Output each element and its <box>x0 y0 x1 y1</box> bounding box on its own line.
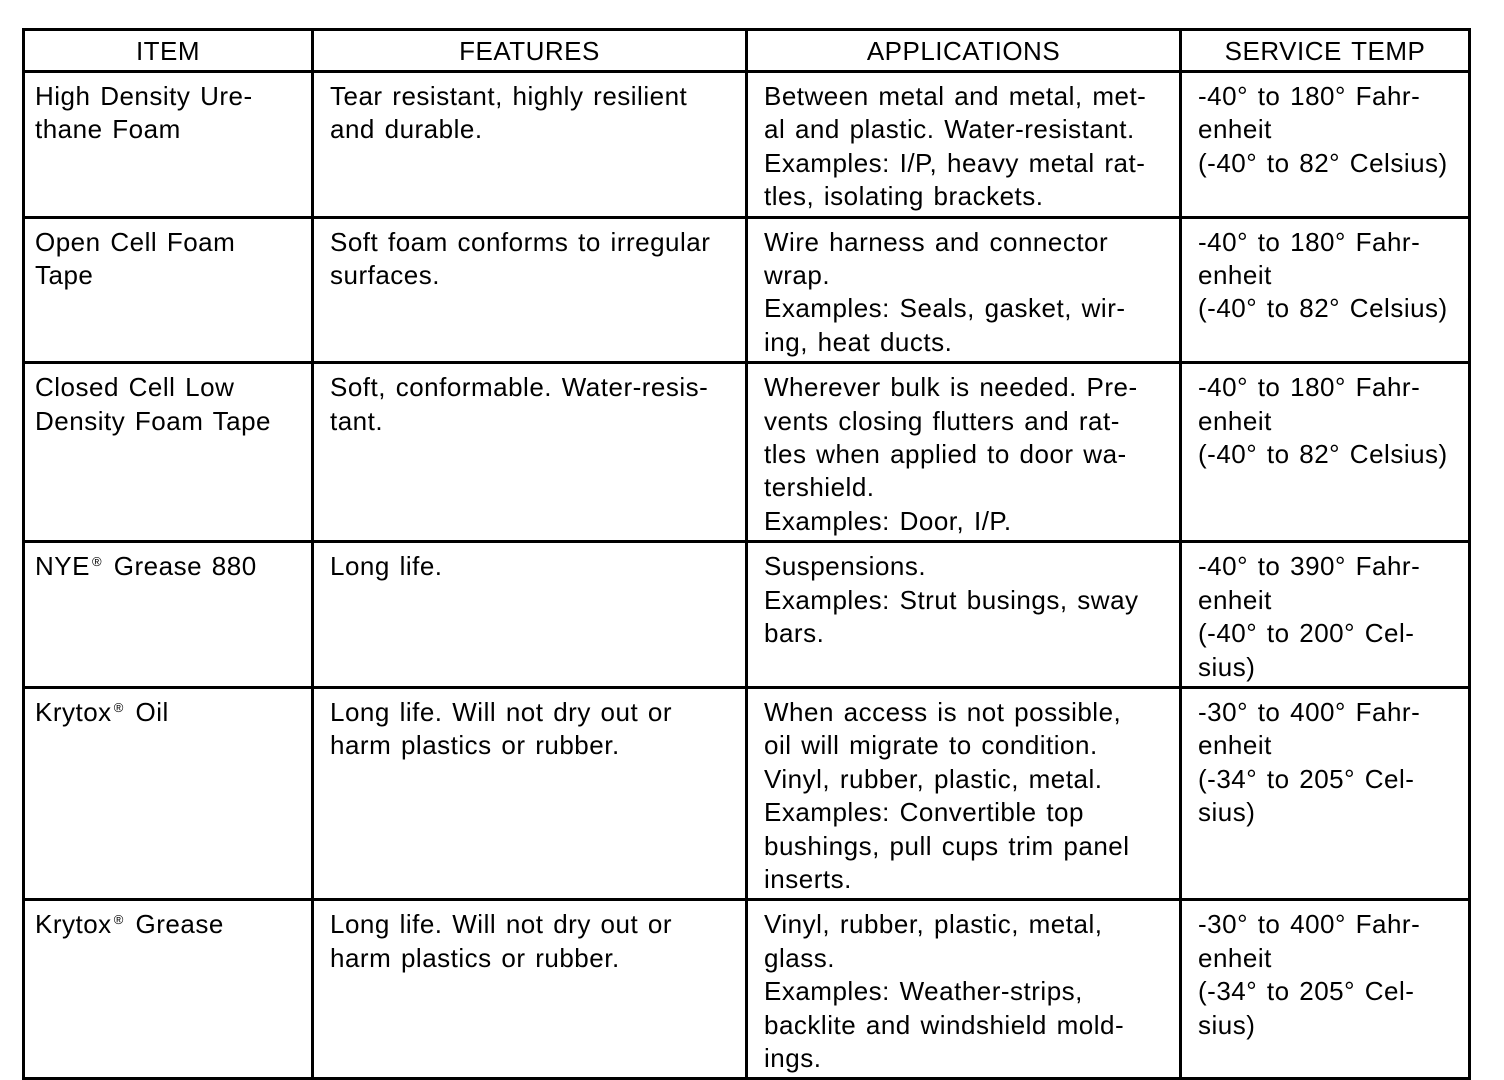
features-cell <box>313 900 747 1079</box>
header-row <box>24 30 1470 72</box>
table-row <box>24 900 1470 1079</box>
cell-line: Closed Cell Low <box>35 372 235 403</box>
cell-line: Tear resistant, highly resilient <box>330 81 688 111</box>
cell-line: enheit <box>1198 405 1272 436</box>
cell-line: sius) <box>1198 1009 1256 1040</box>
cell-line: Long life. <box>330 551 443 582</box>
cell-line: ing, heat ducts. <box>764 326 953 357</box>
cell-line <box>35 550 301 583</box>
cell-line: tles, isolating brackets. <box>764 181 1044 212</box>
cell-line: Examples: Seals, gasket, wir- <box>764 293 1126 324</box>
cell-line: Wherever bulk is needed. Pre- <box>764 372 1138 403</box>
cell-line: Soft foam conforms to irregular <box>330 226 711 257</box>
cell-line: vents closing flutters and rat- <box>764 405 1120 436</box>
cell-line: surfaces. <box>330 260 440 291</box>
cell-line: sius) <box>1198 651 1256 682</box>
applications-cell <box>747 542 1181 688</box>
cell-line: thane Foam <box>35 114 181 145</box>
cell-line: (-40° to 82° Celsius) <box>1198 293 1448 324</box>
features-cell <box>313 542 747 688</box>
cell-line: -30° to 400° Fahr- <box>1198 696 1421 727</box>
cell-line: (-34° to 205° Cel- <box>1198 976 1415 1007</box>
cell-line: Examples: Convertible top <box>764 797 1084 828</box>
item-suffix: Grease 880 <box>113 551 257 582</box>
table-row <box>24 72 1470 218</box>
cell-line: Examples: Door, I/P. <box>764 505 1012 536</box>
cell-line: tershield. <box>764 472 875 503</box>
cell-line: (-40° to 200° Cel- <box>1198 618 1415 649</box>
cell-line: enheit <box>1198 114 1272 145</box>
cell-line: (-40° to 82° Celsius) <box>1198 147 1448 178</box>
cell-line: -40° to 390° Fahr- <box>1198 551 1421 582</box>
cell-line: and durable. <box>330 114 483 145</box>
cell-line: wrap. <box>764 260 831 291</box>
cell-line: -40° to 180° Fahr- <box>1198 372 1421 403</box>
applications-cell <box>747 687 1181 899</box>
service-temp-cell <box>1181 900 1470 1079</box>
cell-line: Between metal and metal, met- <box>764 81 1147 111</box>
service-temp-cell <box>1181 687 1470 899</box>
cell-line: (-40° to 82° Celsius) <box>1198 439 1448 470</box>
cell-line: When access is not possible, <box>764 696 1122 727</box>
cell-line: sius) <box>1198 797 1256 828</box>
cell-line: enheit <box>1198 584 1272 615</box>
cell-line: tles when applied to door wa- <box>764 439 1127 470</box>
item-suffix: Grease <box>135 909 224 940</box>
column-header-service-temp: SERVICE TEMP <box>1181 30 1470 72</box>
cell-line: inserts. <box>764 863 852 894</box>
features-cell <box>313 687 747 899</box>
item-cell <box>24 72 313 218</box>
cell-line: glass. <box>764 942 835 973</box>
registered-mark: ® <box>113 699 124 715</box>
item-cell <box>24 363 313 542</box>
applications-cell <box>747 217 1181 363</box>
cell-line: -30° to 400° Fahr- <box>1198 909 1421 940</box>
cell-line: -40° to 180° Fahr- <box>1198 226 1421 257</box>
item-cell <box>24 900 313 1079</box>
registered-mark: ® <box>113 912 124 928</box>
registered-mark: ® <box>91 554 103 570</box>
cell-line: bars. <box>764 618 825 649</box>
cell-line: Examples: Strut busings, sway <box>764 584 1139 615</box>
cell-line: Open Cell Foam <box>35 226 236 257</box>
cell-line: Vinyl, rubber, plastic, metal, <box>764 909 1103 940</box>
cell-line: Vinyl, rubber, plastic, metal. <box>764 763 1103 794</box>
cell-line: tant. <box>330 405 384 436</box>
cell-line: Wire harness and connector <box>764 226 1109 257</box>
cell-line: harm plastics or rubber. <box>330 730 620 761</box>
column-header-item: ITEM <box>24 30 313 72</box>
table-row <box>24 217 1470 363</box>
cell-line: enheit <box>1198 260 1272 291</box>
cell-line: Suspensions. <box>764 551 927 582</box>
features-cell <box>313 72 747 218</box>
service-temp-cell <box>1181 217 1470 363</box>
cell-line: (-34° to 205° Cel- <box>1198 763 1415 794</box>
cell-line: backlite and windshield mold- <box>764 1009 1125 1040</box>
service-temp-cell <box>1181 363 1470 542</box>
cell-line: al and plastic. Water-resistant. <box>764 114 1135 145</box>
cell-line: Soft, conformable. Water-resis- <box>330 372 709 403</box>
cell-line <box>35 908 301 941</box>
features-cell <box>313 217 747 363</box>
table-row <box>24 542 1470 688</box>
cell-line: enheit <box>1198 942 1272 973</box>
cell-line: Tape <box>35 260 94 291</box>
cell-line: Examples: Weather-strips, <box>764 976 1083 1007</box>
applications-cell <box>747 900 1181 1079</box>
features-cell <box>313 363 747 542</box>
cell-line: Examples: I/P, heavy metal rat- <box>764 147 1146 178</box>
specification-table <box>22 28 1471 1080</box>
cell-line: High Density Ure- <box>35 81 253 111</box>
service-temp-cell <box>1181 542 1470 688</box>
applications-cell <box>747 72 1181 218</box>
cell-line: Density Foam Tape <box>35 405 272 436</box>
item-name: Krytox <box>35 909 112 940</box>
table-row <box>24 687 1470 899</box>
column-header-features: FEATURES <box>313 30 747 72</box>
item-suffix: Oil <box>135 696 169 727</box>
cell-line: Long life. Will not dry out or <box>330 909 673 940</box>
cell-line: -40° to 180° Fahr- <box>1198 81 1421 111</box>
table-row <box>24 363 1470 542</box>
cell-line: enheit <box>1198 730 1272 761</box>
cell-line <box>35 696 301 729</box>
cell-line: ings. <box>764 1042 822 1073</box>
item-name: NYE <box>35 551 90 582</box>
applications-cell <box>747 363 1181 542</box>
service-temp-cell <box>1181 72 1470 218</box>
item-name: Krytox <box>35 696 112 727</box>
item-cell <box>24 217 313 363</box>
cell-line: oil will migrate to condition. <box>764 730 1098 761</box>
cell-line: Long life. Will not dry out or <box>330 696 673 727</box>
cell-line: bushings, pull cups trim panel <box>764 830 1130 861</box>
item-cell <box>24 687 313 899</box>
column-header-applications: APPLICATIONS <box>747 30 1181 72</box>
item-cell <box>24 542 313 688</box>
cell-line: harm plastics or rubber. <box>330 942 620 973</box>
